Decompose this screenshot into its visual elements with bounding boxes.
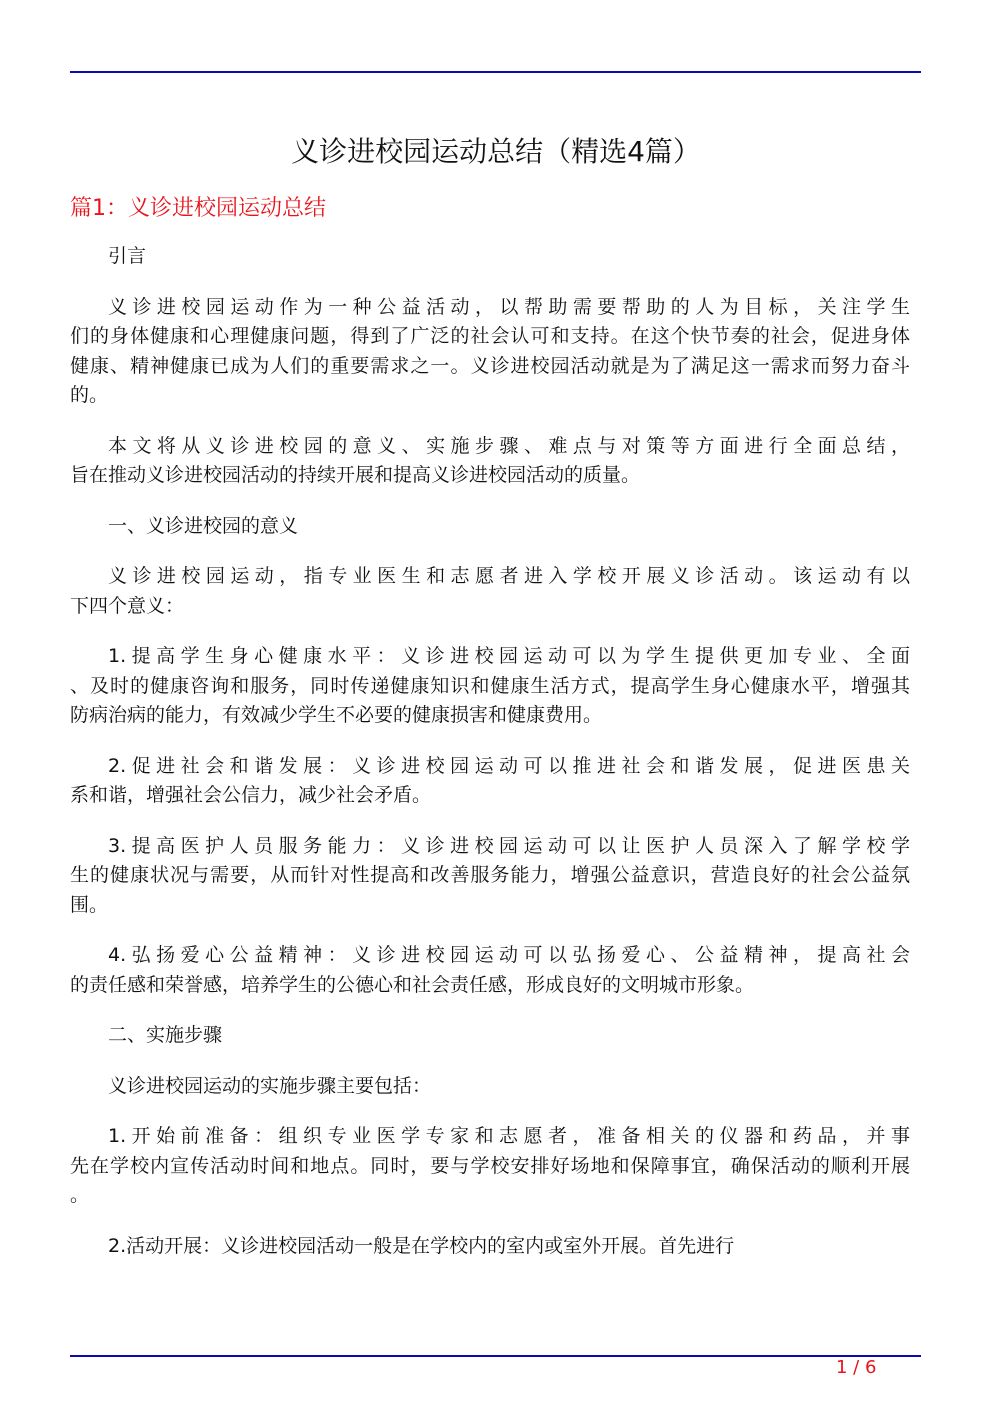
text-line: 义诊进校园运动作为一种公益活动，以帮助需要帮助的人为目标，关注学生 — [108, 295, 910, 318]
text-line: 一、义诊进校园的意义 — [108, 514, 299, 537]
document-body — [70, 242, 910, 1282]
footer-rule — [70, 1355, 921, 1357]
text-line: 系和谐，增强社会公信力，减少社会矛盾。 — [70, 784, 432, 806]
text-line: 的。 — [70, 384, 109, 406]
paragraph — [70, 1072, 910, 1102]
text-line: 生的健康状况与需要，从而针对性提高和改善服务能力，增强公益意识，营造良好的社会公益氛 — [70, 864, 910, 886]
text-line: 1.提高学生身心健康水平：义诊进校园运动可以为学生提供更加专业、全面 — [108, 645, 910, 667]
text-line: 4.弘扬爱心公益精神：义诊进校园运动可以弘扬爱心、公益精神，提高社会 — [108, 944, 910, 966]
text-line: 2.活动开展：义诊进校园活动一般是在学校内的室内或室外开展。首先进行 — [108, 1234, 735, 1257]
text-line: 二、实施步骤 — [108, 1024, 223, 1046]
text-line: 围。 — [70, 893, 109, 916]
paragraph — [70, 941, 910, 1000]
text-line: 义诊进校园运动的实施步骤主要包括： — [108, 1074, 432, 1097]
paragraph — [70, 1021, 910, 1051]
paragraph — [70, 1122, 910, 1211]
text-line: 1.开始前准备：组织专业医学专家和志愿者，准备相关的仪器和药品，并事 — [108, 1125, 910, 1147]
paragraph — [70, 1232, 910, 1262]
text-line: 下四个意义： — [70, 594, 185, 617]
page-number: 1 / 6 — [836, 1357, 877, 1378]
paragraph — [70, 293, 910, 411]
paragraph — [70, 642, 910, 731]
text-line: 3.提高医护人员服务能力：义诊进校园运动可以让医护人员深入了解学校学 — [108, 834, 910, 857]
text-line: 义诊进校园运动，指专业医生和志愿者进入学校开展义诊活动。该运动有以 — [108, 565, 910, 587]
text-line: 、及时的健康咨询和服务，同时传递健康知识和健康生活方式，提高学生身心健康水平，增强其 — [70, 674, 910, 697]
text-line: 。 — [70, 1184, 90, 1206]
paragraph — [70, 752, 910, 811]
section-heading: 篇1：义诊进校园运动总结 — [70, 196, 326, 221]
paragraph — [70, 562, 910, 621]
paragraph — [70, 832, 910, 921]
text-line: 引言 — [108, 245, 147, 267]
text-line: 2.促进社会和谐发展：义诊进校园运动可以推进社会和谐发展，促进医患关 — [108, 754, 910, 777]
text-line: 健康、精神健康已成为人们的重要需求之一。义诊进校园活动就是为了满足这一需求而努力奋斗 — [70, 354, 910, 377]
text-line: 旨在推动义诊进校园活动的持续开展和提高义诊进校园活动的质量。 — [70, 464, 641, 486]
paragraph — [70, 432, 910, 491]
text-line: 本文将从义诊进校园的意义、实施步骤、难点与对策等方面进行全面总结， — [108, 434, 910, 457]
text-line: 先在学校内宣传活动时间和地点。同时，要与学校安排好场地和保障事宜，确保活动的顺利开展 — [70, 1154, 910, 1177]
document-title: 义诊进校园运动总结（精选4篇） — [291, 135, 701, 168]
text-line: 的责任感和荣誉感，培养学生的公德心和社会责任感，形成良好的文明城市形象。 — [70, 973, 755, 996]
header-rule — [70, 71, 921, 73]
text-line: 防病治病的能力，有效减少学生不必要的健康损害和健康费用。 — [70, 704, 603, 726]
paragraph — [70, 512, 910, 542]
text-line: 们的身体健康和心理健康问题，得到了广泛的社会认可和支持。在这个快节奏的社会，促进身体 — [70, 325, 910, 347]
paragraph — [70, 242, 910, 272]
